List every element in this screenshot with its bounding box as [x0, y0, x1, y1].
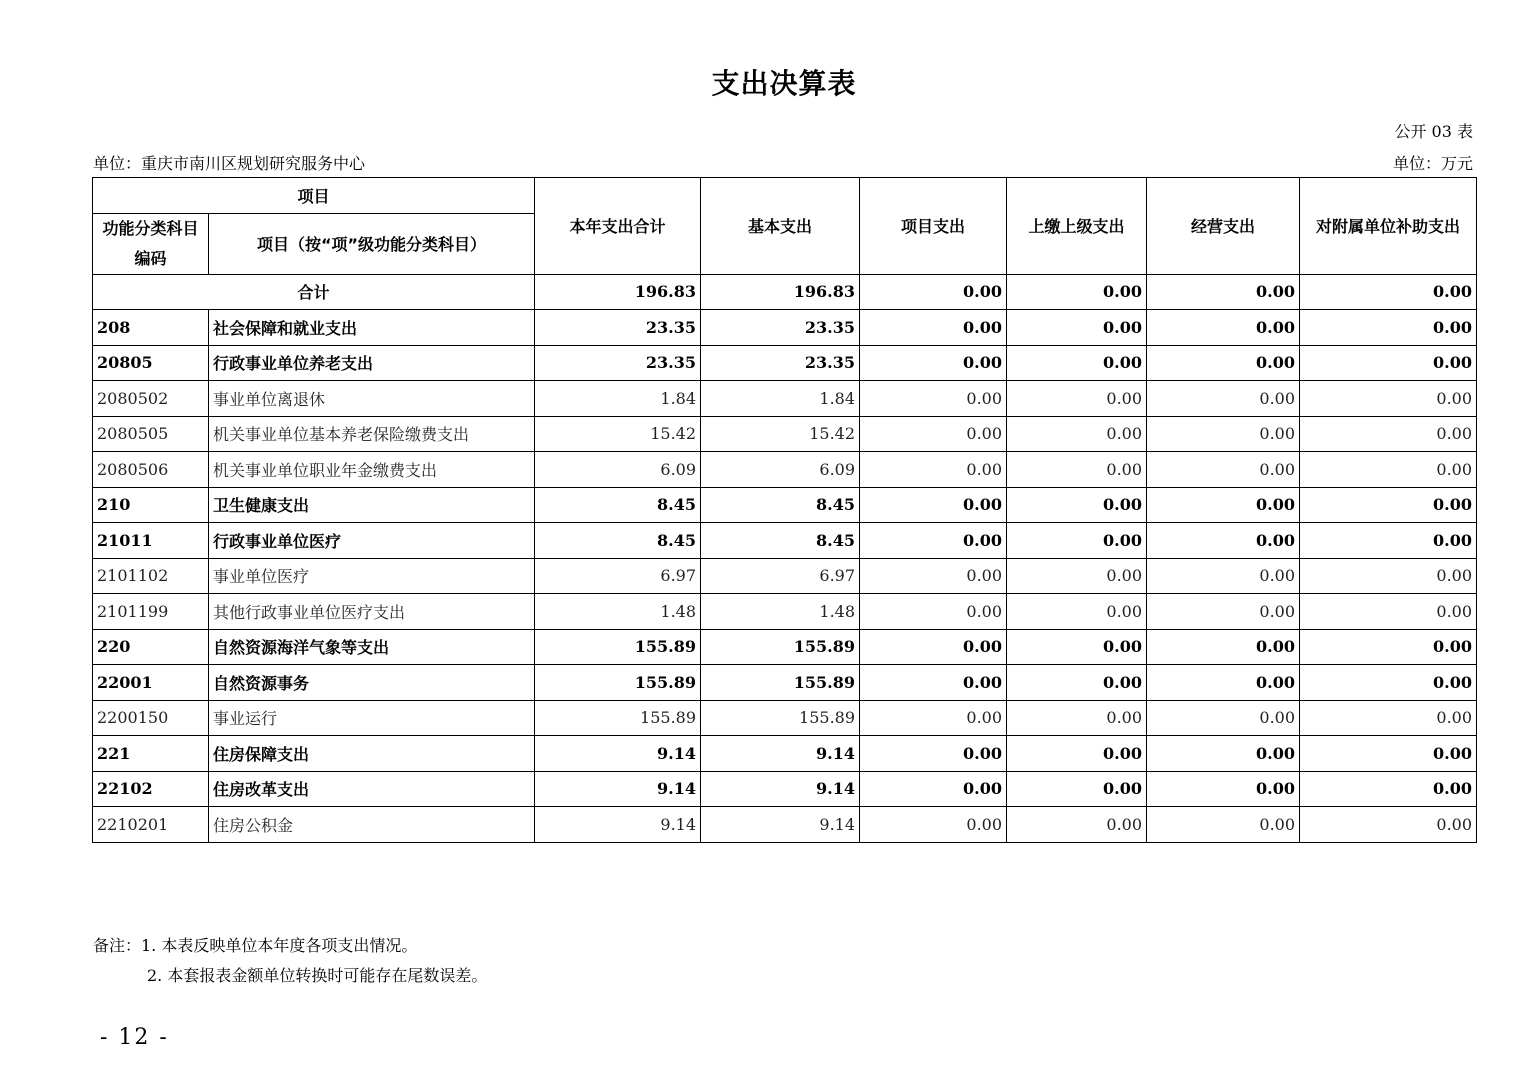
row-value: 8.45 [701, 487, 860, 523]
row-value: 0.00 [1147, 594, 1300, 630]
row-name: 住房改革支出 [209, 771, 535, 807]
row-value: 0.00 [1147, 487, 1300, 523]
table-row [93, 345, 1477, 381]
row-value: 0.00 [1007, 452, 1147, 488]
row-value: 0.00 [860, 416, 1007, 452]
row-value: 9.14 [535, 807, 701, 843]
header-upper-payment: 上缴上级支出 [1007, 178, 1147, 275]
row-value: 0.00 [1147, 345, 1300, 381]
header-business: 经营支出 [1147, 178, 1300, 275]
row-value: 0.00 [1007, 523, 1147, 559]
table-row [93, 594, 1477, 630]
row-value: 0.00 [1147, 771, 1300, 807]
row-value: 1.48 [701, 594, 860, 630]
row-value: 155.89 [535, 700, 701, 736]
note-line-2: 2. 本套报表金额单位转换时可能存在尾数误差。 [147, 966, 488, 985]
table-row [93, 700, 1477, 736]
row-name: 自然资源事务 [209, 665, 535, 701]
table-row [93, 416, 1477, 452]
total-value: 0.00 [860, 274, 1007, 310]
header-basic: 基本支出 [701, 178, 860, 275]
row-value: 0.00 [860, 381, 1007, 417]
row-code: 22001 [93, 665, 209, 701]
row-value: 0.00 [1007, 807, 1147, 843]
row-code: 2080502 [93, 381, 209, 417]
row-value: 23.35 [701, 345, 860, 381]
table-header [93, 178, 1477, 275]
row-value: 0.00 [1147, 310, 1300, 346]
row-value: 1.84 [535, 381, 701, 417]
row-value: 0.00 [1300, 736, 1477, 772]
row-name: 行政事业单位医疗 [209, 523, 535, 559]
row-value: 6.09 [535, 452, 701, 488]
row-value: 0.00 [1007, 771, 1147, 807]
row-value: 0.00 [1007, 381, 1147, 417]
row-value: 0.00 [860, 487, 1007, 523]
row-value: 0.00 [1300, 700, 1477, 736]
row-value: 0.00 [860, 345, 1007, 381]
row-value: 0.00 [1007, 558, 1147, 594]
header-code: 功能分类科目编码 [93, 213, 209, 274]
row-value: 155.89 [701, 665, 860, 701]
row-value: 0.00 [1300, 665, 1477, 701]
row-value: 9.14 [701, 771, 860, 807]
row-value: 0.00 [1147, 700, 1300, 736]
row-name: 住房公积金 [209, 807, 535, 843]
row-code: 208 [93, 310, 209, 346]
total-label: 合计 [93, 274, 535, 310]
row-name: 事业单位医疗 [209, 558, 535, 594]
page-title: 支出决算表 [711, 67, 857, 100]
row-value: 155.89 [535, 629, 701, 665]
row-code: 22102 [93, 771, 209, 807]
row-value: 0.00 [860, 700, 1007, 736]
row-name: 住房保障支出 [209, 736, 535, 772]
row-code: 21011 [93, 523, 209, 559]
row-name: 机关事业单位职业年金缴费支出 [209, 452, 535, 488]
row-value: 6.97 [535, 558, 701, 594]
table-row [93, 523, 1477, 559]
row-value: 0.00 [1300, 452, 1477, 488]
row-value: 0.00 [1300, 416, 1477, 452]
unit-currency: 单位：万元 [1392, 154, 1473, 173]
table-row [93, 665, 1477, 701]
note-line-1: 备注：1. 本表反映单位本年度各项支出情况。 [93, 936, 418, 955]
row-value: 0.00 [860, 771, 1007, 807]
row-code: 2101102 [93, 558, 209, 594]
row-value: 155.89 [701, 700, 860, 736]
row-value: 0.00 [1147, 523, 1300, 559]
row-name: 行政事业单位养老支出 [209, 345, 535, 381]
row-value: 0.00 [1007, 310, 1147, 346]
row-value: 0.00 [860, 665, 1007, 701]
row-value: 6.09 [701, 452, 860, 488]
expenditure-table [92, 177, 1477, 843]
row-value: 0.00 [1147, 665, 1300, 701]
row-code: 220 [93, 629, 209, 665]
row-code: 2080505 [93, 416, 209, 452]
row-value: 1.84 [701, 381, 860, 417]
row-value: 0.00 [1300, 523, 1477, 559]
row-value: 0.00 [860, 558, 1007, 594]
row-value: 0.00 [1300, 558, 1477, 594]
row-value: 0.00 [860, 594, 1007, 630]
row-value: 9.14 [701, 736, 860, 772]
row-name: 其他行政事业单位医疗支出 [209, 594, 535, 630]
total-value: 0.00 [1007, 274, 1147, 310]
table-row [93, 558, 1477, 594]
row-value: 155.89 [535, 665, 701, 701]
row-value: 8.45 [535, 523, 701, 559]
row-value: 0.00 [1147, 452, 1300, 488]
table-row [93, 452, 1477, 488]
row-value: 0.00 [1147, 416, 1300, 452]
row-value: 0.00 [860, 523, 1007, 559]
row-value: 23.35 [535, 345, 701, 381]
row-value: 0.00 [1147, 807, 1300, 843]
row-value: 0.00 [1300, 594, 1477, 630]
row-value: 0.00 [1007, 629, 1147, 665]
row-value: 0.00 [860, 629, 1007, 665]
row-code: 2101199 [93, 594, 209, 630]
row-value: 0.00 [1007, 665, 1147, 701]
total-row [93, 274, 1477, 310]
row-value: 0.00 [1147, 381, 1300, 417]
row-value: 155.89 [701, 629, 860, 665]
row-code: 2210201 [93, 807, 209, 843]
row-name: 卫生健康支出 [209, 487, 535, 523]
row-code: 2080506 [93, 452, 209, 488]
row-value: 9.14 [535, 736, 701, 772]
table-body [93, 274, 1477, 842]
header-total: 本年支出合计 [535, 178, 701, 275]
table-row [93, 736, 1477, 772]
row-value: 0.00 [1300, 487, 1477, 523]
row-value: 0.00 [1300, 345, 1477, 381]
row-value: 0.00 [1147, 736, 1300, 772]
table-row [93, 807, 1477, 843]
row-value: 0.00 [860, 807, 1007, 843]
page-number: - 12 - [100, 1025, 169, 1050]
row-value: 0.00 [1300, 629, 1477, 665]
header-item: 项目（按“项”级功能分类科目） [209, 213, 535, 274]
header-project-expenditure: 项目支出 [860, 178, 1007, 275]
row-value: 8.45 [535, 487, 701, 523]
row-value: 0.00 [860, 452, 1007, 488]
row-value: 15.42 [535, 416, 701, 452]
row-value: 0.00 [1007, 345, 1147, 381]
total-value: 0.00 [1147, 274, 1300, 310]
row-name: 事业单位离退休 [209, 381, 535, 417]
row-value: 0.00 [1007, 700, 1147, 736]
row-name: 事业运行 [209, 700, 535, 736]
row-value: 0.00 [1007, 487, 1147, 523]
row-value: 0.00 [860, 736, 1007, 772]
notes [93, 931, 487, 991]
table-row [93, 629, 1477, 665]
row-value: 0.00 [1007, 594, 1147, 630]
row-value: 0.00 [1147, 558, 1300, 594]
total-value: 196.83 [535, 274, 701, 310]
row-value: 23.35 [701, 310, 860, 346]
row-value: 0.00 [1007, 416, 1147, 452]
form-number: 公开 03 表 [1394, 122, 1473, 141]
row-code: 221 [93, 736, 209, 772]
row-value: 23.35 [535, 310, 701, 346]
header-project: 项目 [93, 178, 535, 214]
row-value: 0.00 [1007, 736, 1147, 772]
row-value: 0.00 [1300, 807, 1477, 843]
row-name: 机关事业单位基本养老保险缴费支出 [209, 416, 535, 452]
row-value: 6.97 [701, 558, 860, 594]
table-row [93, 310, 1477, 346]
row-value: 1.48 [535, 594, 701, 630]
row-name: 自然资源海洋气象等支出 [209, 629, 535, 665]
table-row [93, 771, 1477, 807]
total-value: 196.83 [701, 274, 860, 310]
row-code: 20805 [93, 345, 209, 381]
row-value: 0.00 [1300, 310, 1477, 346]
table-row [93, 381, 1477, 417]
header-subsidy: 对附属单位补助支出 [1300, 178, 1477, 275]
row-value: 8.45 [701, 523, 860, 559]
row-name: 社会保障和就业支出 [209, 310, 535, 346]
row-value: 15.42 [701, 416, 860, 452]
table-row [93, 487, 1477, 523]
row-code: 210 [93, 487, 209, 523]
unit-organization: 单位：重庆市南川区规划研究服务中心 [93, 154, 366, 173]
row-value: 0.00 [1147, 629, 1300, 665]
row-value: 0.00 [860, 310, 1007, 346]
row-code: 2200150 [93, 700, 209, 736]
row-value: 9.14 [535, 771, 701, 807]
row-value: 0.00 [1300, 771, 1477, 807]
row-value: 9.14 [701, 807, 860, 843]
row-value: 0.00 [1300, 381, 1477, 417]
total-value: 0.00 [1300, 274, 1477, 310]
